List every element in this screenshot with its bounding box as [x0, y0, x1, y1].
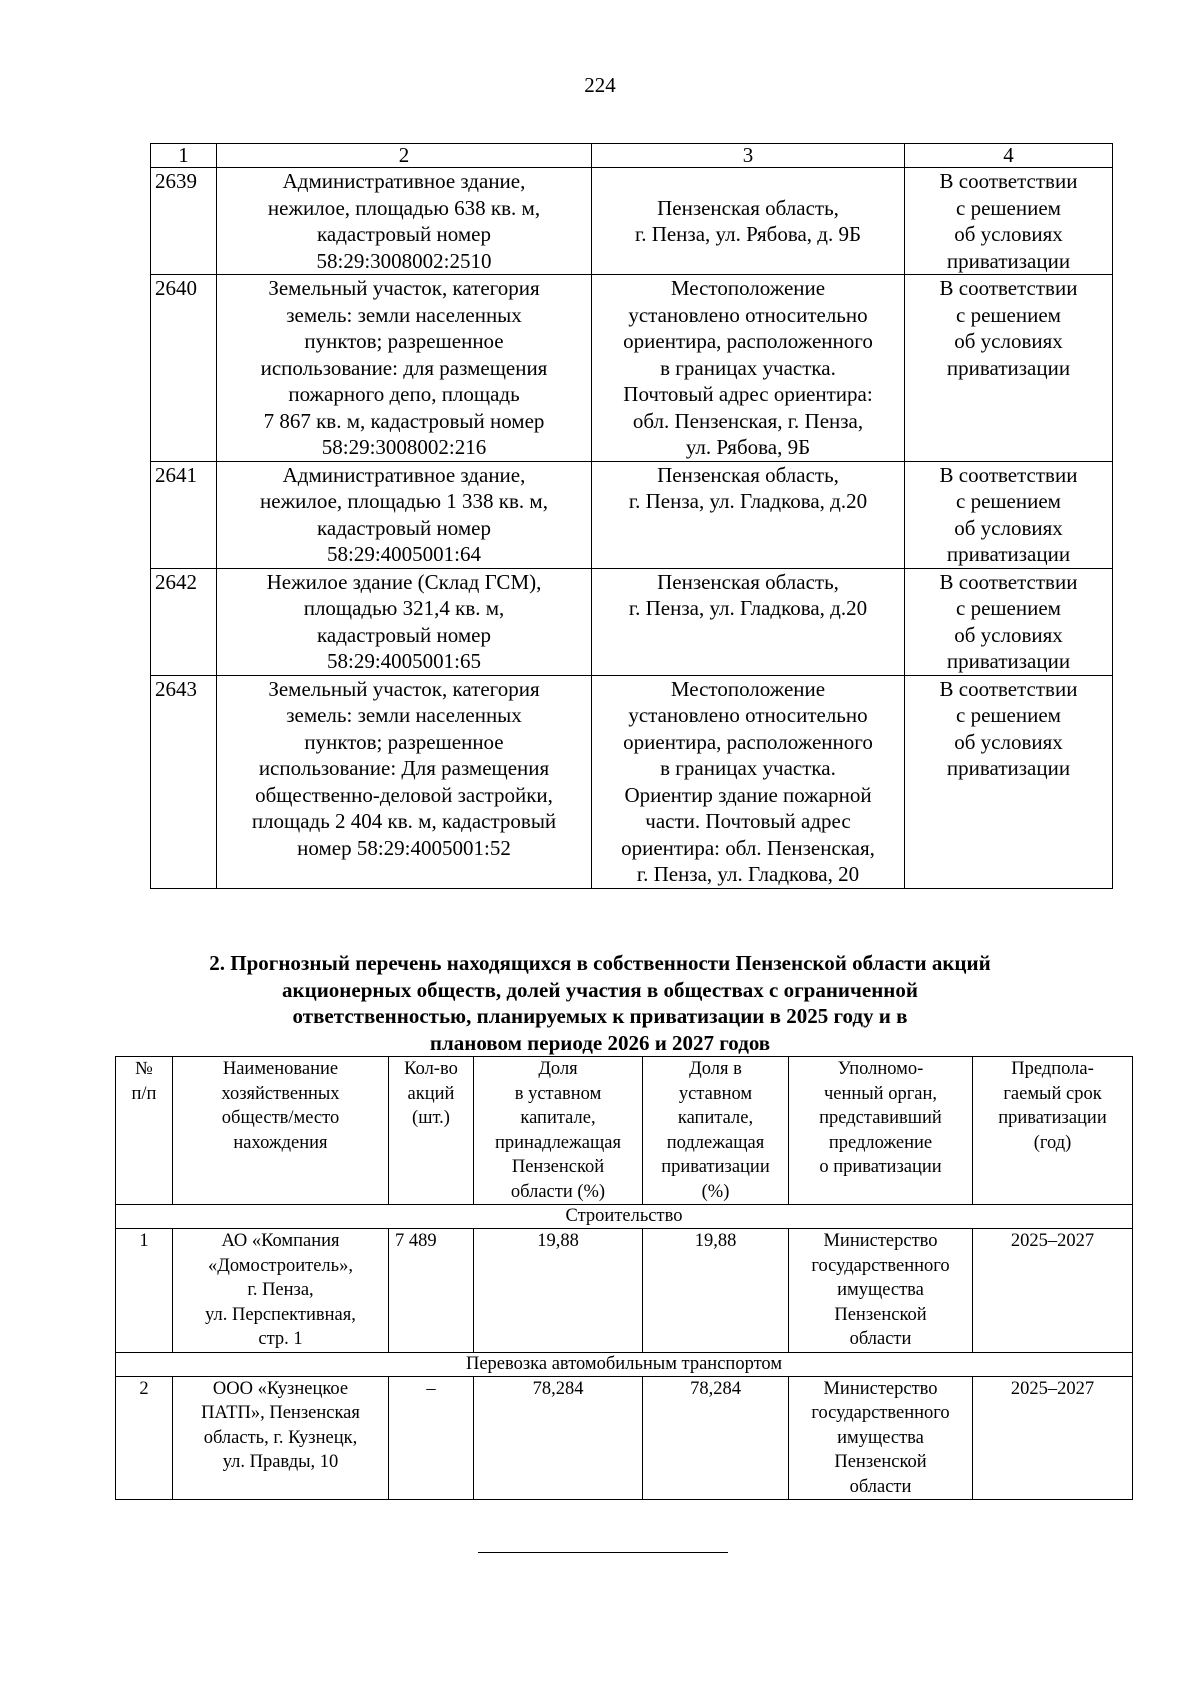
- object-location: Пензенская область, г. Пенза, ул. Гладкова, д.20: [592, 461, 905, 568]
- section-row: [116, 1205, 1133, 1229]
- section-heading: Перевозка автомобильным транспортом: [116, 1352, 1133, 1376]
- privatization-period: 2025–2027: [973, 1376, 1133, 1500]
- property-table: [150, 143, 1113, 889]
- column-header: 1: [151, 144, 217, 168]
- object-description: Нежилое здание (Склад ГСМ), площадью 321,4 кв. м, кадастровый номер 58:29:4005001:65: [217, 568, 592, 675]
- table-header-row: [151, 144, 1113, 168]
- privatization-method: В соответствии с решением об условиях приватизации: [905, 675, 1113, 888]
- authority: Министерство государственного имущества Пензенской области: [789, 1376, 973, 1500]
- object-location: Пензенская область, г. Пенза, ул. Гладкова, д.20: [592, 568, 905, 675]
- privatization-method: В соответствии с решением об условиях приватизации: [905, 461, 1113, 568]
- table-row: [151, 568, 1113, 675]
- column-header-number: № п/п: [116, 1057, 173, 1205]
- column-header-authority: Уполномо- ченный орган, представивший предложение о приватизации: [789, 1057, 973, 1205]
- object-description: Земельный участок, категория земель: земли населенных пунктов; разрешенное использование: для размещения пожарного депо, площадь 7 867 кв. м, кадастровый номер 58:29:3008002:216: [217, 275, 592, 462]
- object-location: Местоположение установлено относительно ориентира, расположенного в границах участка. Почтовый адрес ориентира: обл. Пензенская, г. Пенза, ул. Рябова, 9Б: [592, 275, 905, 462]
- object-description: Административное здание, нежилое, площадью 638 кв. м, кадастровый номер 58:29:3008002:2510: [217, 168, 592, 275]
- table-row: [116, 1229, 1133, 1353]
- table-row: [116, 1376, 1133, 1500]
- privatization-method: В соответствии с решением об условиях приватизации: [905, 168, 1113, 275]
- column-header-shares: Кол-во акций (шт.): [389, 1057, 474, 1205]
- row-number: 1: [116, 1229, 173, 1353]
- table-row: [151, 168, 1113, 275]
- table-row: [151, 275, 1113, 462]
- page-number: 224: [584, 73, 616, 97]
- row-number: 2639: [151, 168, 217, 275]
- object-location: Пензенская область, г. Пенза, ул. Рябова, д. 9Б: [592, 168, 905, 275]
- row-number: 2643: [151, 675, 217, 888]
- share-privatized: 78,284: [643, 1376, 789, 1500]
- section-heading: Строительство: [116, 1205, 1133, 1229]
- share-privatized: 19,88: [643, 1229, 789, 1353]
- column-header: 3: [592, 144, 905, 168]
- row-number: 2641: [151, 461, 217, 568]
- object-location: Местоположение установлено относительно ориентира, расположенного в границах участка. Ориентир здание пожарной части. Почтовый адрес ориентира: обл. Пензенская, г. Пенза, ул. Гладкова, 20: [592, 675, 905, 888]
- end-separator-line: [478, 1552, 728, 1553]
- table-row: [151, 675, 1113, 888]
- table-row: [151, 461, 1113, 568]
- row-number: 2642: [151, 568, 217, 675]
- shares-count: –: [389, 1376, 474, 1500]
- company-name: АО «Компания «Домостроитель», г. Пенза, ул. Перспективная, стр. 1: [173, 1229, 389, 1353]
- column-header-period: Предпола- гаемый срок приватизации (год): [973, 1057, 1133, 1205]
- column-header-share-privatized: Доля в уставном капитале, подлежащая приватизации (%): [643, 1057, 789, 1205]
- table-header-row: [116, 1057, 1133, 1205]
- object-description: Административное здание, нежилое, площадью 1 338 кв. м, кадастровый номер 58:29:4005001:64: [217, 461, 592, 568]
- privatization-period: 2025–2027: [973, 1229, 1133, 1353]
- company-name: ООО «Кузнецкое ПАТП», Пензенская область, г. Кузнецк, ул. Правды, 10: [173, 1376, 389, 1500]
- privatization-method: В соответствии с решением об условиях приватизации: [905, 275, 1113, 462]
- privatization-method: В соответствии с решением об условиях приватизации: [905, 568, 1113, 675]
- shares-table: [115, 1056, 1133, 1500]
- column-header-company: Наименование хозяйственных обществ/место нахождения: [173, 1057, 389, 1205]
- shares-count: 7 489: [389, 1229, 474, 1353]
- share-owned: 19,88: [474, 1229, 643, 1353]
- column-header: 2: [217, 144, 592, 168]
- row-number: 2: [116, 1376, 173, 1500]
- column-header-share-owned: Доля в уставном капитале, принадлежащая Пензенской области (%): [474, 1057, 643, 1205]
- section-title: 2. Прогнозный перечень находящихся в собственности Пензенской области акций акционерных обществ, долей участия в обществах с ограниченной ответственностью, планируемых к приватизации в 2025 году и в плановом периоде 2026 и 2027 годов: [209, 951, 991, 1055]
- row-number: 2640: [151, 275, 217, 462]
- column-header: 4: [905, 144, 1113, 168]
- section-row: [116, 1352, 1133, 1376]
- authority: Министерство государственного имущества Пензенской области: [789, 1229, 973, 1353]
- object-description: Земельный участок, категория земель: земли населенных пунктов; разрешенное использование: Для размещения общественно-деловой застройки, площадь 2 404 кв. м, кадастровый номер 58:29:4005001:52: [217, 675, 592, 888]
- share-owned: 78,284: [474, 1376, 643, 1500]
